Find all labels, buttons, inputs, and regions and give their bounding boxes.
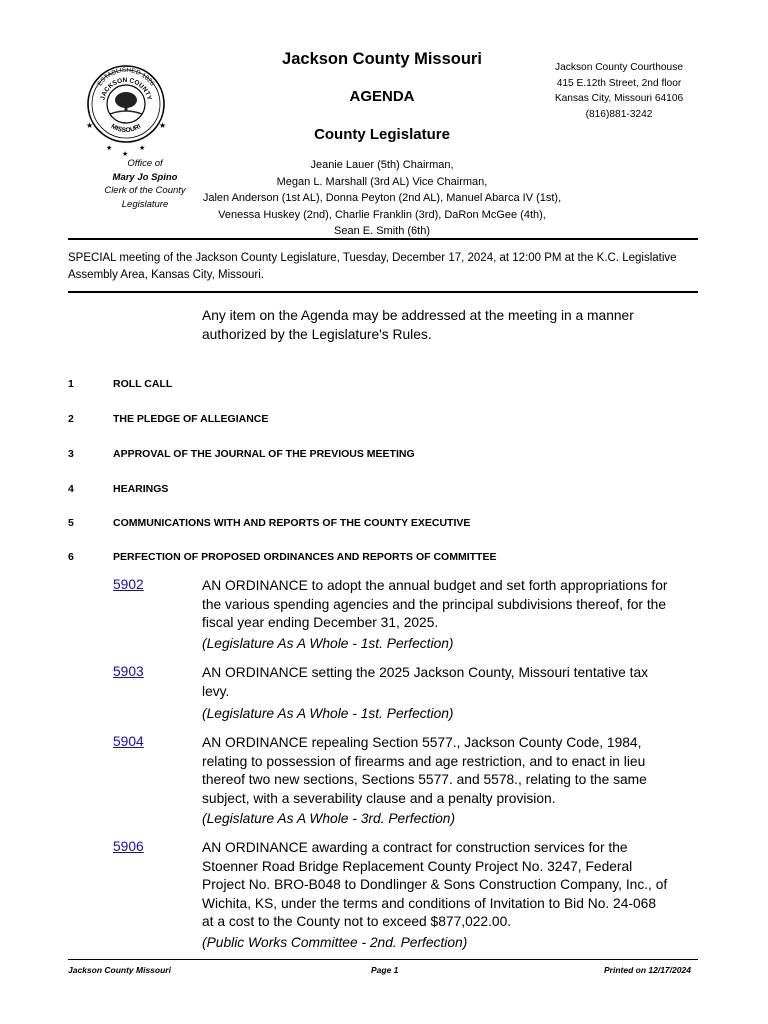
ordinance-description [202, 839, 672, 932]
ordinance-committee-note: (Legislature As A Whole - 3rd. Perfection) [202, 811, 456, 826]
ordinance-line: thereof two new sections, Sections 5577. and 5578., relating to the same [202, 772, 647, 787]
agenda-item-number: 3 [68, 448, 74, 460]
member-line: Jeanie Lauer (5th) Chairman, [310, 159, 454, 171]
ordinance-line: subject, with a severability clause and a penalty provision. [202, 790, 556, 806]
office-line-1: Office of [127, 158, 163, 169]
county-seal [80, 58, 172, 158]
svg-text:★: ★ [139, 145, 146, 152]
ordinance-line: AN ORDINANCE awarding a contract for construction services for the [202, 840, 628, 855]
agenda-item-title: ROLL CALL [113, 378, 173, 390]
ordinance-description [202, 734, 672, 808]
agenda-item-title: HEARINGS [113, 483, 169, 495]
address-line: Kansas City, Missouri 64106 [554, 93, 684, 104]
member-line: Megan L. Marshall (3rd AL) Vice Chairman, [276, 175, 488, 188]
agenda-item-number: 2 [68, 413, 74, 425]
header-divider [68, 238, 698, 240]
ordinance-line: levy. [202, 683, 230, 699]
ordinance-committee-note: (Legislature As A Whole - 1st. Perfection) [202, 636, 454, 651]
legislature-heading: County Legislature [314, 126, 450, 143]
address-line: Jackson County Courthouse [555, 62, 683, 73]
office-line-3: Clerk of the County [104, 185, 186, 196]
agenda-item-title: THE PLEDGE OF ALLEGIANCE [113, 413, 269, 425]
ordinance-line: Wichita, KS, under the terms and conditions of Invitation to Bid No. 24-068 [202, 895, 657, 911]
address-line: 415 E.12th Street, 2nd floor [556, 77, 682, 89]
agenda-item-title: APPROVAL OF THE JOURNAL OF THE PREVIOUS MEETING [113, 448, 415, 460]
meeting-notice: SPECIAL meeting of the Jackson County Legislature, Tuesday, December 17, 2024, at 12:00 PM at the K.C. Legislative Assembly Area, Kansas City, Missouri. [68, 252, 677, 281]
ordinance-line: at a cost to the County not to exceed $877,022.00. [202, 914, 512, 929]
member-line: Jalen Anderson (1st AL), Donna Peyton (2nd AL), Manuel Abarca IV (1st), [202, 192, 562, 204]
footer-county: Jackson County Missouri [68, 965, 171, 975]
ordinance-line: relating to possession of firearms and age restriction, and to enact in lieu [202, 753, 646, 769]
member-line: Sean E. Smith (6th) [334, 225, 430, 237]
ordinance-line: fiscal year ending December 31, 2025. [202, 615, 439, 630]
ordinance-line: the various spending agencies and the principal subdivisions thereof, for the [202, 596, 667, 612]
agenda-heading: AGENDA [349, 88, 415, 105]
ordinance-line: AN ORDINANCE setting the 2025 Jackson County, Missouri tentative tax [202, 665, 649, 680]
agenda-item-title: PERFECTION OF PROPOSED ORDINANCES AND REPORTS OF COMMITTEE [113, 551, 497, 563]
notice-divider [68, 291, 698, 293]
office-line-4: Legislature [121, 198, 169, 210]
agenda-item-title: COMMUNICATIONS WITH AND REPORTS OF THE COUNTY EXECUTIVE [113, 517, 471, 529]
footer-print-date: Printed on 12/17/2024 [604, 965, 691, 975]
agenda-item-number: 1 [68, 378, 74, 390]
footer-divider [68, 959, 698, 960]
county-title: Jackson County Missouri [282, 50, 482, 68]
ordinance-link-5906[interactable]: 5906 [113, 839, 144, 854]
seal-county-text: JACKSON COUNTY [99, 76, 153, 101]
ordinance-line: AN ORDINANCE to adopt the annual budget and set forth appropriations for [202, 578, 668, 593]
ordinance-link-5902[interactable]: 5902 [113, 577, 144, 592]
seal-established-text: ESTABLISHED 1826 [96, 66, 156, 88]
ordinance-committee-note: (Public Works Committee - 2nd. Perfection) [202, 935, 468, 950]
svg-text:★: ★ [86, 121, 94, 130]
ordinance-description [202, 577, 672, 633]
seal-tree-icon [110, 92, 142, 114]
ordinance-link-5903[interactable]: 5903 [113, 664, 144, 679]
agenda-item-number: 4 [68, 483, 74, 495]
ordinance-line: Stoenner Road Bridge Replacement County Project No. 3247, Federal [202, 858, 633, 874]
ordinance-committee-note: (Legislature As A Whole - 1st. Perfection) [202, 706, 454, 721]
svg-text:★: ★ [122, 151, 129, 158]
svg-text:★: ★ [106, 145, 113, 152]
clerk-name: Mary Jo Spino [112, 171, 178, 183]
courthouse-address [538, 60, 700, 122]
agenda-item-number: 6 [68, 551, 74, 563]
seal-state-text: MISSOURI [109, 122, 143, 135]
svg-text:MISSOURI [110, 123, 143, 134]
ordinance-line: Project No. BRO-B048 to Dondlinger & Sons Construction Company, Inc., of [202, 877, 668, 892]
agenda-item-number: 5 [68, 517, 74, 529]
agenda-intro: Any item on the Agenda may be addressed at the meeting in a manner authorized by the Legislature's Rules. [202, 308, 634, 342]
address-line: (816)881-3242 [585, 108, 653, 120]
ordinance-link-5904[interactable]: 5904 [113, 734, 144, 749]
member-line: Venessa Huskey (2nd), Charlie Franklin (3rd), DaRon McGee (4th), [218, 208, 546, 221]
clerk-office [84, 157, 206, 211]
ordinance-description [202, 664, 672, 701]
footer-page-number: Page 1 [371, 965, 399, 975]
member-list [200, 157, 564, 240]
ordinance-line: AN ORDINANCE repealing Section 5577., Jackson County Code, 1984, [202, 735, 642, 750]
svg-text:★: ★ [159, 121, 167, 130]
